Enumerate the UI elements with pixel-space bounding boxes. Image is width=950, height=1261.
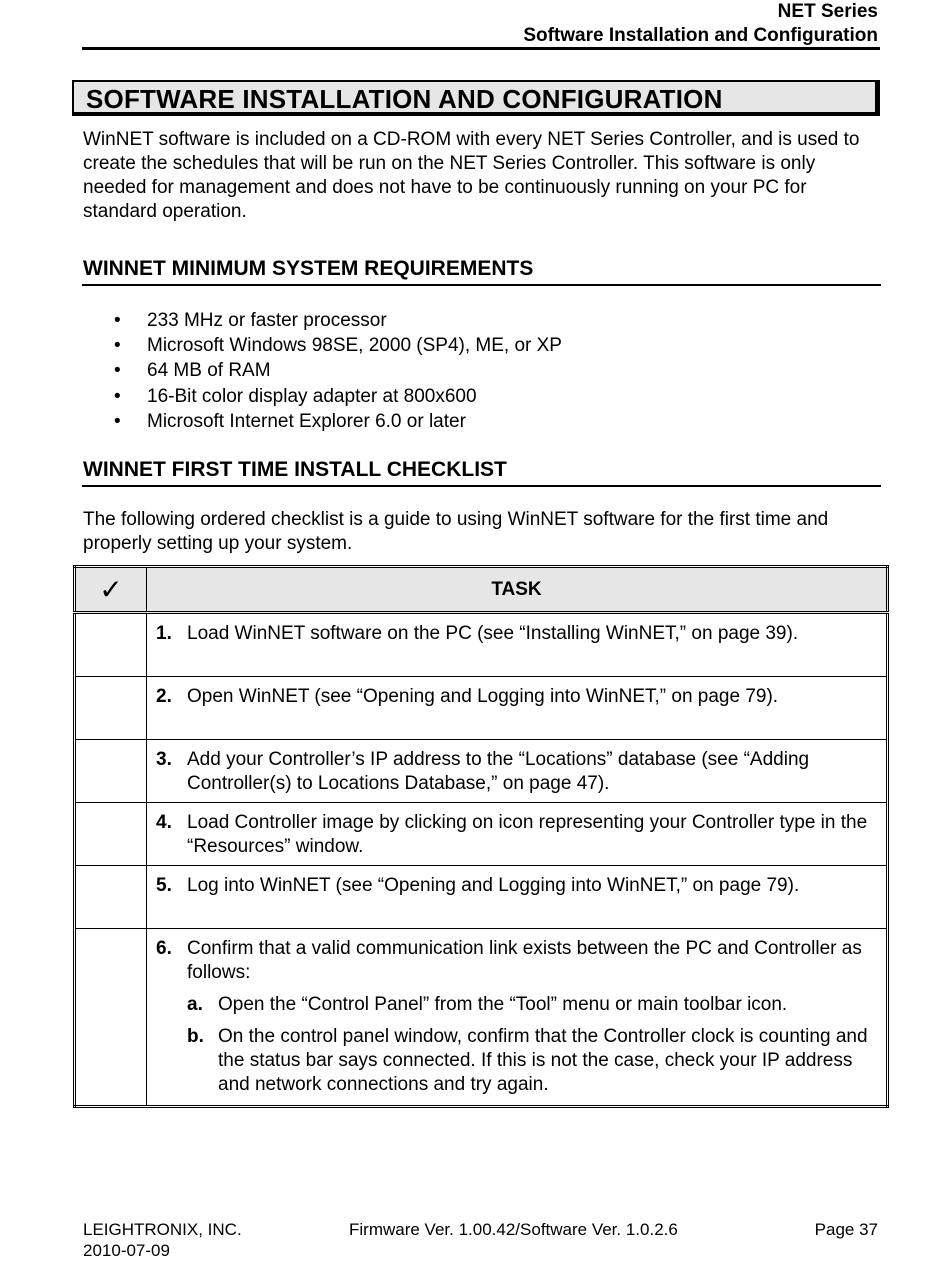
task-cell — [147, 866, 888, 929]
header-rule — [82, 47, 880, 50]
list-item — [110, 333, 562, 358]
check-cell — [75, 929, 147, 1107]
task-cell — [147, 803, 888, 866]
task-step — [147, 803, 886, 859]
bullet-icon: • — [114, 310, 121, 331]
checklist-rule — [82, 485, 881, 487]
table-row — [75, 866, 888, 929]
bullet-icon: • — [114, 410, 121, 432]
task-step — [147, 677, 886, 709]
requirement-text: Microsoft Internet Explorer 6.0 or later — [147, 410, 466, 432]
step-number: 1. — [156, 623, 172, 644]
task-column-header — [147, 567, 888, 613]
footer-version: Firmware Ver. 1.00.42/Software Ver. 1.0.2.6 — [349, 1220, 678, 1239]
step-number: 4. — [156, 812, 172, 833]
substep-text: Open the “Control Panel” from the “Tool” menu or main toolbar icon. — [218, 994, 788, 1015]
task-step — [147, 866, 886, 898]
requirement-text: Microsoft Windows 98SE, 2000 (SP4), ME, or XP — [147, 335, 562, 357]
step-number: 2. — [156, 686, 172, 707]
bullet-icon: • — [114, 360, 121, 382]
check-cell — [75, 613, 147, 677]
running-header — [523, 0, 878, 48]
step-text: Load WinNET software on the PC (see “Installing WinNET,” on page 39). — [187, 623, 799, 644]
step-number: 3. — [156, 749, 172, 770]
footer-date: 2010-07-09 — [83, 1241, 170, 1260]
task-cell — [147, 677, 888, 740]
step-text: Confirm that a valid communication link exists between the PC and Controller as follows: — [187, 938, 862, 983]
bullet-icon: • — [114, 335, 121, 357]
table-row — [75, 677, 888, 740]
substep-letter: b. — [187, 1026, 204, 1047]
list-item — [110, 384, 562, 409]
step-number: 5. — [156, 875, 172, 896]
table-row — [75, 613, 888, 677]
check-cell — [75, 866, 147, 929]
list-item — [110, 308, 562, 333]
step-number: 6. — [156, 938, 172, 959]
check-column-header — [75, 567, 147, 613]
task-cell — [147, 929, 888, 1107]
requirements-rule — [82, 284, 881, 286]
check-cell — [75, 740, 147, 803]
task-step — [147, 929, 886, 985]
requirement-text: 233 MHz or faster processor — [147, 310, 387, 331]
checklist-intro: The following ordered checklist is a guide to using WinNET software for the first time and properly setting up your system. — [83, 509, 829, 554]
bullet-icon: • — [114, 385, 121, 407]
header-section: Software Installation and Configuration — [523, 25, 878, 46]
requirement-text: 16-Bit color display adapter at 800x600 — [147, 385, 477, 407]
footer-company: LEIGHTRONIX, INC. — [83, 1220, 242, 1239]
substep-letter: a. — [187, 994, 203, 1015]
main-title-box — [72, 80, 880, 116]
check-cell — [75, 803, 147, 866]
checkmark-icon: ✓ — [99, 574, 123, 605]
list-item — [110, 409, 562, 434]
step-text: Add your Controller’s IP address to the “Locations” database (see “Adding Controller(s) to Locations Database,” on page 47). — [187, 749, 810, 794]
step-text: Load Controller image by clicking on icon representing your Controller type in the “Resources” window. — [187, 812, 868, 857]
task-cell — [147, 613, 888, 677]
main-title: SOFTWARE INSTALLATION AND CONFIGURATION — [86, 84, 723, 114]
task-step — [147, 740, 886, 796]
requirement-text: 64 MB of RAM — [147, 360, 271, 382]
intro-paragraph: WinNET software is included on a CD-ROM with every NET Series Controller, and is used to create the schedules that will be run on the NET Series Controller. This software is only needed for management and does not have to be continuously running on your PC for standard operation. — [83, 129, 860, 222]
table-row — [75, 929, 888, 1107]
task-cell — [147, 740, 888, 803]
table-header-row — [75, 567, 888, 613]
task-step — [147, 614, 886, 646]
task-substep — [147, 1017, 886, 1097]
check-cell — [75, 677, 147, 740]
list-item — [110, 358, 562, 383]
checklist-heading: WINNET FIRST TIME INSTALL CHECKLIST — [83, 458, 507, 481]
requirements-heading: WINNET MINIMUM SYSTEM REQUIREMENTS — [83, 257, 534, 280]
step-text: Open WinNET (see “Opening and Logging into WinNET,” on page 79). — [187, 686, 779, 707]
task-header-label: TASK — [491, 578, 542, 600]
table-row — [75, 803, 888, 866]
footer-left — [83, 1219, 242, 1261]
requirements-list — [110, 308, 562, 434]
header-series: NET Series — [777, 1, 878, 22]
step-text: Log into WinNET (see “Opening and Logging into WinNET,” on page 79). — [187, 875, 800, 896]
task-substep — [147, 985, 886, 1017]
checklist-table — [73, 565, 889, 1108]
table-row — [75, 740, 888, 803]
page-number: Page 37 — [814, 1220, 878, 1239]
substep-text: On the control panel window, confirm that the Controller clock is counting and the status bar says connected. If this is not the case, check your IP address and network connections and try again. — [218, 1026, 868, 1095]
